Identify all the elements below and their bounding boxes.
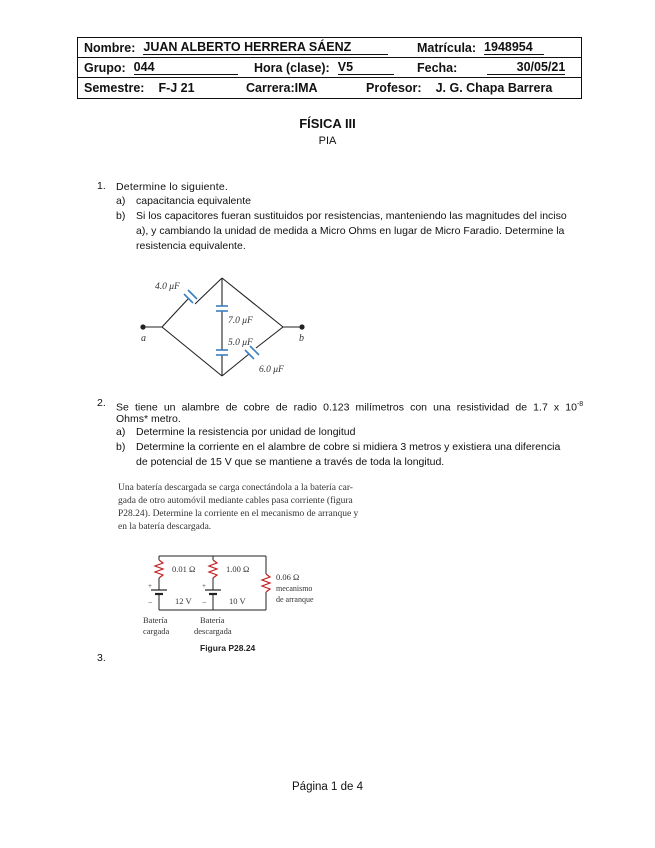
semestre-cell [78, 78, 240, 98]
q2-exponent: -8 [576, 401, 584, 408]
capacitor-network-diagram [135, 270, 335, 380]
plus-1: + [148, 582, 152, 590]
semestre-label: Semestre: [84, 81, 145, 95]
q2-line1-text: Se tiene un alambre de cobre de radio 0.123 milímetros con una resistividad de 1.7 x 10 [116, 401, 577, 414]
nombre-label: Nombre: [84, 40, 136, 55]
label-mech-1: mecanismo [276, 584, 313, 593]
q1-b-line2: a), y cambiando la unidad de medida a Micro Ohms en lugar de Micro Faradio. Determine la [136, 225, 565, 237]
q2-b-line1: Determine la corriente en el alambre de cobre si midiera 3 metros y existiera una diferencia [136, 441, 561, 453]
grupo-value: 044 [134, 60, 238, 75]
label-bat2-b: descargada [194, 626, 232, 636]
page-subtitle: PIA [318, 135, 337, 147]
q3-number: 3. [97, 652, 106, 664]
q1-b-line3: resistencia equivalente. [136, 240, 246, 252]
minus-2: − [202, 598, 207, 607]
q2-line1 [116, 397, 583, 416]
minus-1: − [148, 598, 153, 607]
profesor-cell [360, 78, 581, 98]
textbook-excerpt [118, 482, 380, 534]
carrera-cell [240, 78, 360, 98]
label-r3: 0.06 Ω [276, 572, 300, 582]
book-line-2: gada de otro automóvil mediante cables pasa corriente (figura [118, 496, 353, 506]
fecha-cell [411, 58, 581, 77]
resistor-006 [262, 574, 270, 592]
label-c1: 4.0 μF [155, 282, 180, 292]
profesor-value: J. G. Chapa Barrera [435, 81, 553, 95]
label-c3: 5.0 μF [228, 338, 253, 348]
capacitor-7uF [216, 306, 228, 311]
label-r1: 0.01 Ω [172, 564, 196, 574]
label-v2: 10 V [229, 596, 246, 606]
q2-number: 2. [97, 397, 106, 409]
grupo-label: Grupo: [84, 60, 126, 75]
q2-a-text: Determine la resistencia por unidad de longitud [136, 426, 356, 438]
header-row-2 [78, 58, 581, 78]
label-bat1-a: Batería [143, 615, 168, 625]
nombre-cell [78, 38, 411, 57]
node-a-terminal [140, 324, 145, 329]
header-row-3 [78, 78, 581, 98]
resistor-100 [209, 560, 217, 578]
hora-cell [248, 58, 411, 77]
label-c4: 6.0 μF [259, 365, 284, 375]
capacitor-5uF [216, 350, 228, 355]
hora-label: Hora (clase): [254, 60, 330, 75]
grupo-cell [78, 58, 248, 77]
label-node-b: b [299, 333, 304, 344]
page-title: FÍSICA III [299, 116, 356, 131]
q2-b-line2: de potencial de 15 V que se mantiene a través de toda la longitud. [136, 456, 445, 468]
q1-number: 1. [97, 180, 106, 192]
hora-value: V5 [338, 60, 394, 75]
battery-circuit-diagram [135, 548, 350, 643]
book-line-1: Una batería descargada se carga conectándola a la batería car- [118, 483, 353, 493]
matricula-cell [411, 38, 581, 57]
label-bat2-a: Batería [200, 615, 225, 625]
label-c2: 7.0 μF [228, 316, 253, 326]
matricula-label: Matrícula: [417, 40, 477, 55]
label-mech-2: de arranque [276, 595, 314, 604]
fecha-label: Fecha: [417, 60, 458, 75]
q1-a-text: capacitancia equivalente [136, 195, 251, 207]
q2-line2: Ohms* metro. [116, 413, 181, 425]
label-bat1-b: cargada [143, 626, 170, 636]
battery-12v [151, 590, 167, 594]
book-line-4: en la batería descargada. [118, 522, 212, 532]
nombre-value: JUAN ALBERTO HERRERA SÁENZ [143, 40, 388, 55]
q1-b-line1: Si los capacitores fueran sustituidos por resistencias, manteniendo las magnitudes del inciso [136, 210, 567, 222]
node-b-terminal [299, 324, 304, 329]
carrera-value: Carrera:IMA [246, 81, 318, 95]
semestre-value: F-J 21 [158, 81, 195, 95]
matricula-value: 1948954 [484, 40, 544, 55]
label-r2: 1.00 Ω [226, 564, 250, 574]
book-line-3: P28.24). Determine la corriente en el mecanismo de arranque y [118, 509, 359, 519]
student-info-table [77, 37, 582, 99]
fecha-value: 30/05/21 [487, 60, 565, 75]
plus-2: + [202, 582, 206, 590]
page-footer: Página 1 de 4 [292, 781, 363, 793]
battery-10v [205, 590, 221, 594]
resistor-001 [155, 560, 163, 578]
label-v1: 12 V [175, 596, 192, 606]
figure-caption: Figura P28.24 [200, 643, 256, 653]
q1-a-label: a) [116, 195, 126, 207]
header-row-1 [78, 38, 581, 58]
profesor-label: Profesor: [366, 81, 422, 95]
q2-b-label: b) [116, 441, 126, 453]
q2-a-label: a) [116, 426, 126, 438]
q1-b-label: b) [116, 210, 126, 222]
q1-text: Determine lo siguiente. [116, 181, 228, 193]
label-node-a: a [141, 333, 146, 344]
